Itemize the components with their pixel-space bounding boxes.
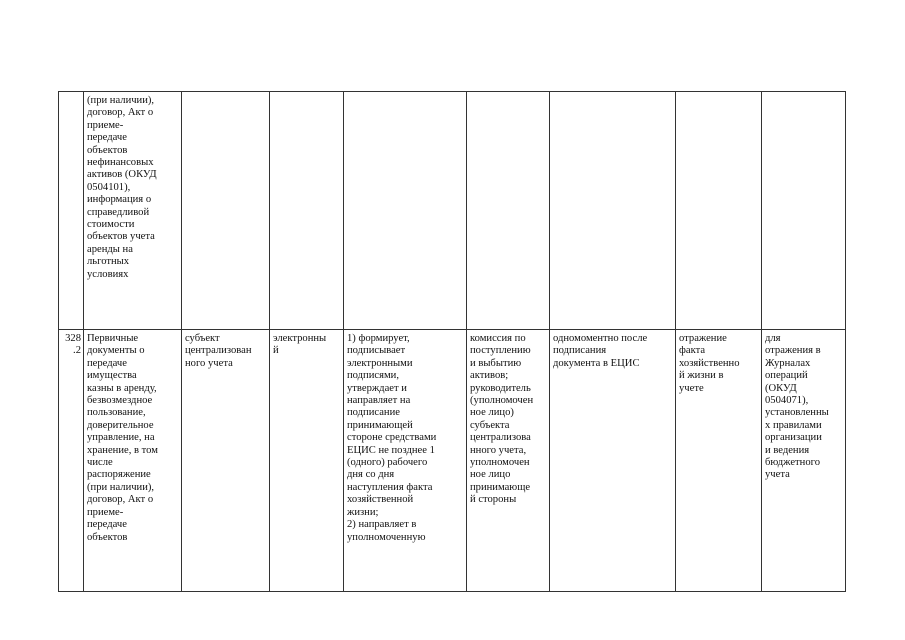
form-cell xyxy=(270,92,344,330)
purpose-cell: отражение факта хозяйственно й жизни в учете xyxy=(676,330,762,592)
document-table xyxy=(58,91,846,592)
deadline-cell xyxy=(550,92,676,330)
actions-cell xyxy=(344,92,467,330)
signers-cell xyxy=(467,92,550,330)
reflection-cell: для отражения в Журналах операций (ОКУД 0504071), установленны х правилами организации и ведения бюджетного учета xyxy=(762,330,846,592)
row-number-cell: 328 .2 xyxy=(59,330,84,592)
signers-cell: комиссия по поступлению и выбытию активов; руководитель (уполномочен ное лицо) субъекта централизова нного учета, уполномочен ное лицо принимающе й стороны xyxy=(467,330,550,592)
form-cell: электронны й xyxy=(270,330,344,592)
table-row xyxy=(59,92,846,330)
deadline-cell: одномоментно после подписания документа в ЕЦИС xyxy=(550,330,676,592)
reflection-cell xyxy=(762,92,846,330)
document-name-cell: (при наличии), договор, Акт о приеме- передаче объектов нефинансовых активов (ОКУД 0504101), информация о справедливой стоимости объектов учета аренды на льготных условиях xyxy=(84,92,182,330)
purpose-cell xyxy=(676,92,762,330)
subject-cell: субъект централизован ного учета xyxy=(182,330,270,592)
subject-cell xyxy=(182,92,270,330)
row-number-cell xyxy=(59,92,84,330)
document-name-cell: Первичные документы о передаче имущества казны в аренду, безвозмездное пользование, доверительное управление, на хранение, в том числе распоряжение (при наличии), договор, Акт о приеме- передаче объектов xyxy=(84,330,182,592)
table-row xyxy=(59,330,846,592)
actions-cell: 1) формирует, подписывает электронными подписями, утверждает и направляет на подписание принимающей стороне средствами ЕЦИС не позднее 1 (одного) рабочего дня со дня наступления факта хозяйственной жизни; 2) направляет в уполномоченную xyxy=(344,330,467,592)
